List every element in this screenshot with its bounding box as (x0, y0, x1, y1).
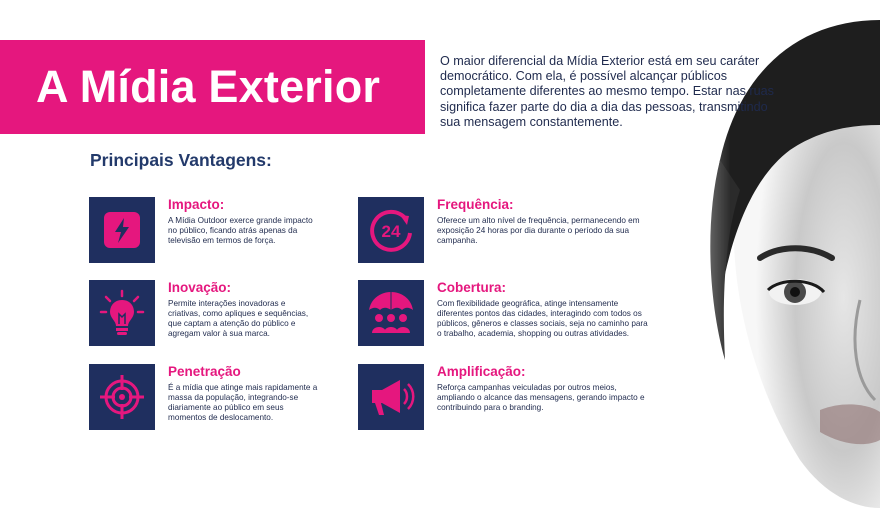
advantage-text: Oferece um alto nível de frequência, permanecendo em exposição 24 horas por dia durante o período da sua campanha. (437, 216, 640, 245)
advantage-title: Inovação: (168, 280, 232, 295)
cobertura-icon-box (358, 280, 424, 346)
advantage-text: A Mídia Outdoor exerce grande impacto no público, ficando atrás apenas da televisão em termos de força. (168, 216, 313, 245)
lightbulb-icon (97, 288, 147, 338)
intro-paragraph: O maior diferencial da Mídia Exterior está em seu caráter democrático. Com ela, é possível alcançar públicos completamente diferentes ao mesmo tempo. Estar nas ruas significa fazer parte do dia a dia das pessoas, transmitindo sua mensagem constantemente. (440, 54, 774, 129)
amplificacao-icon-box (358, 364, 424, 430)
advantage-title: Amplificação: (437, 364, 526, 379)
megaphone-icon (366, 372, 416, 422)
target-icon (97, 372, 147, 422)
page-title: A Mídia Exterior (36, 61, 381, 112)
umbrella-people-icon (365, 288, 417, 338)
advantage-text: Com flexibilidade geográfica, atinge intensamente diferentes pontos das cidades, interagindo com todos os públicos, gêneros e classes sociais, seja no caminho para o trabalho, academia, shopping ou outras atividades. (437, 299, 648, 338)
advantage-text: Permite interações inovadoras e criativas, como apliques e sequências, que captam a atenção do público e agregam valor à sua marca. (168, 299, 309, 338)
advantage-title: Cobertura: (437, 280, 507, 295)
advantage-title: Impacto: (168, 197, 225, 212)
24-hours-icon (366, 205, 416, 255)
impacto-icon-box (89, 197, 155, 263)
advantage-card-penetracao (89, 364, 339, 434)
section-title: Principais Vantagens: (90, 150, 272, 170)
frequencia-icon-box (358, 197, 424, 263)
advantage-card-frequencia (358, 197, 640, 267)
advantage-title: Penetração (168, 364, 241, 379)
advantage-text: Reforça campanhas veiculadas por outros meios, ampliando o alcance das mensagens, gerando impacto e contribuindo para o branding. (437, 383, 645, 412)
title-banner (0, 40, 425, 134)
badge-24: 24 (381, 222, 401, 241)
advantage-card-cobertura (358, 280, 648, 350)
advantage-card-amplificacao (358, 364, 645, 434)
advantage-card-inovacao (89, 280, 339, 350)
penetracao-icon-box (89, 364, 155, 430)
lightning-icon (102, 210, 142, 250)
advantage-title: Frequência: (437, 197, 514, 212)
advantage-card-impacto (89, 197, 339, 267)
advantage-text: É a mídia que atinge mais rapidamente a massa da população, integrando-se diariamente ao público em seus momentos de deslocamento. (168, 383, 318, 422)
inovacao-icon-box (89, 280, 155, 346)
